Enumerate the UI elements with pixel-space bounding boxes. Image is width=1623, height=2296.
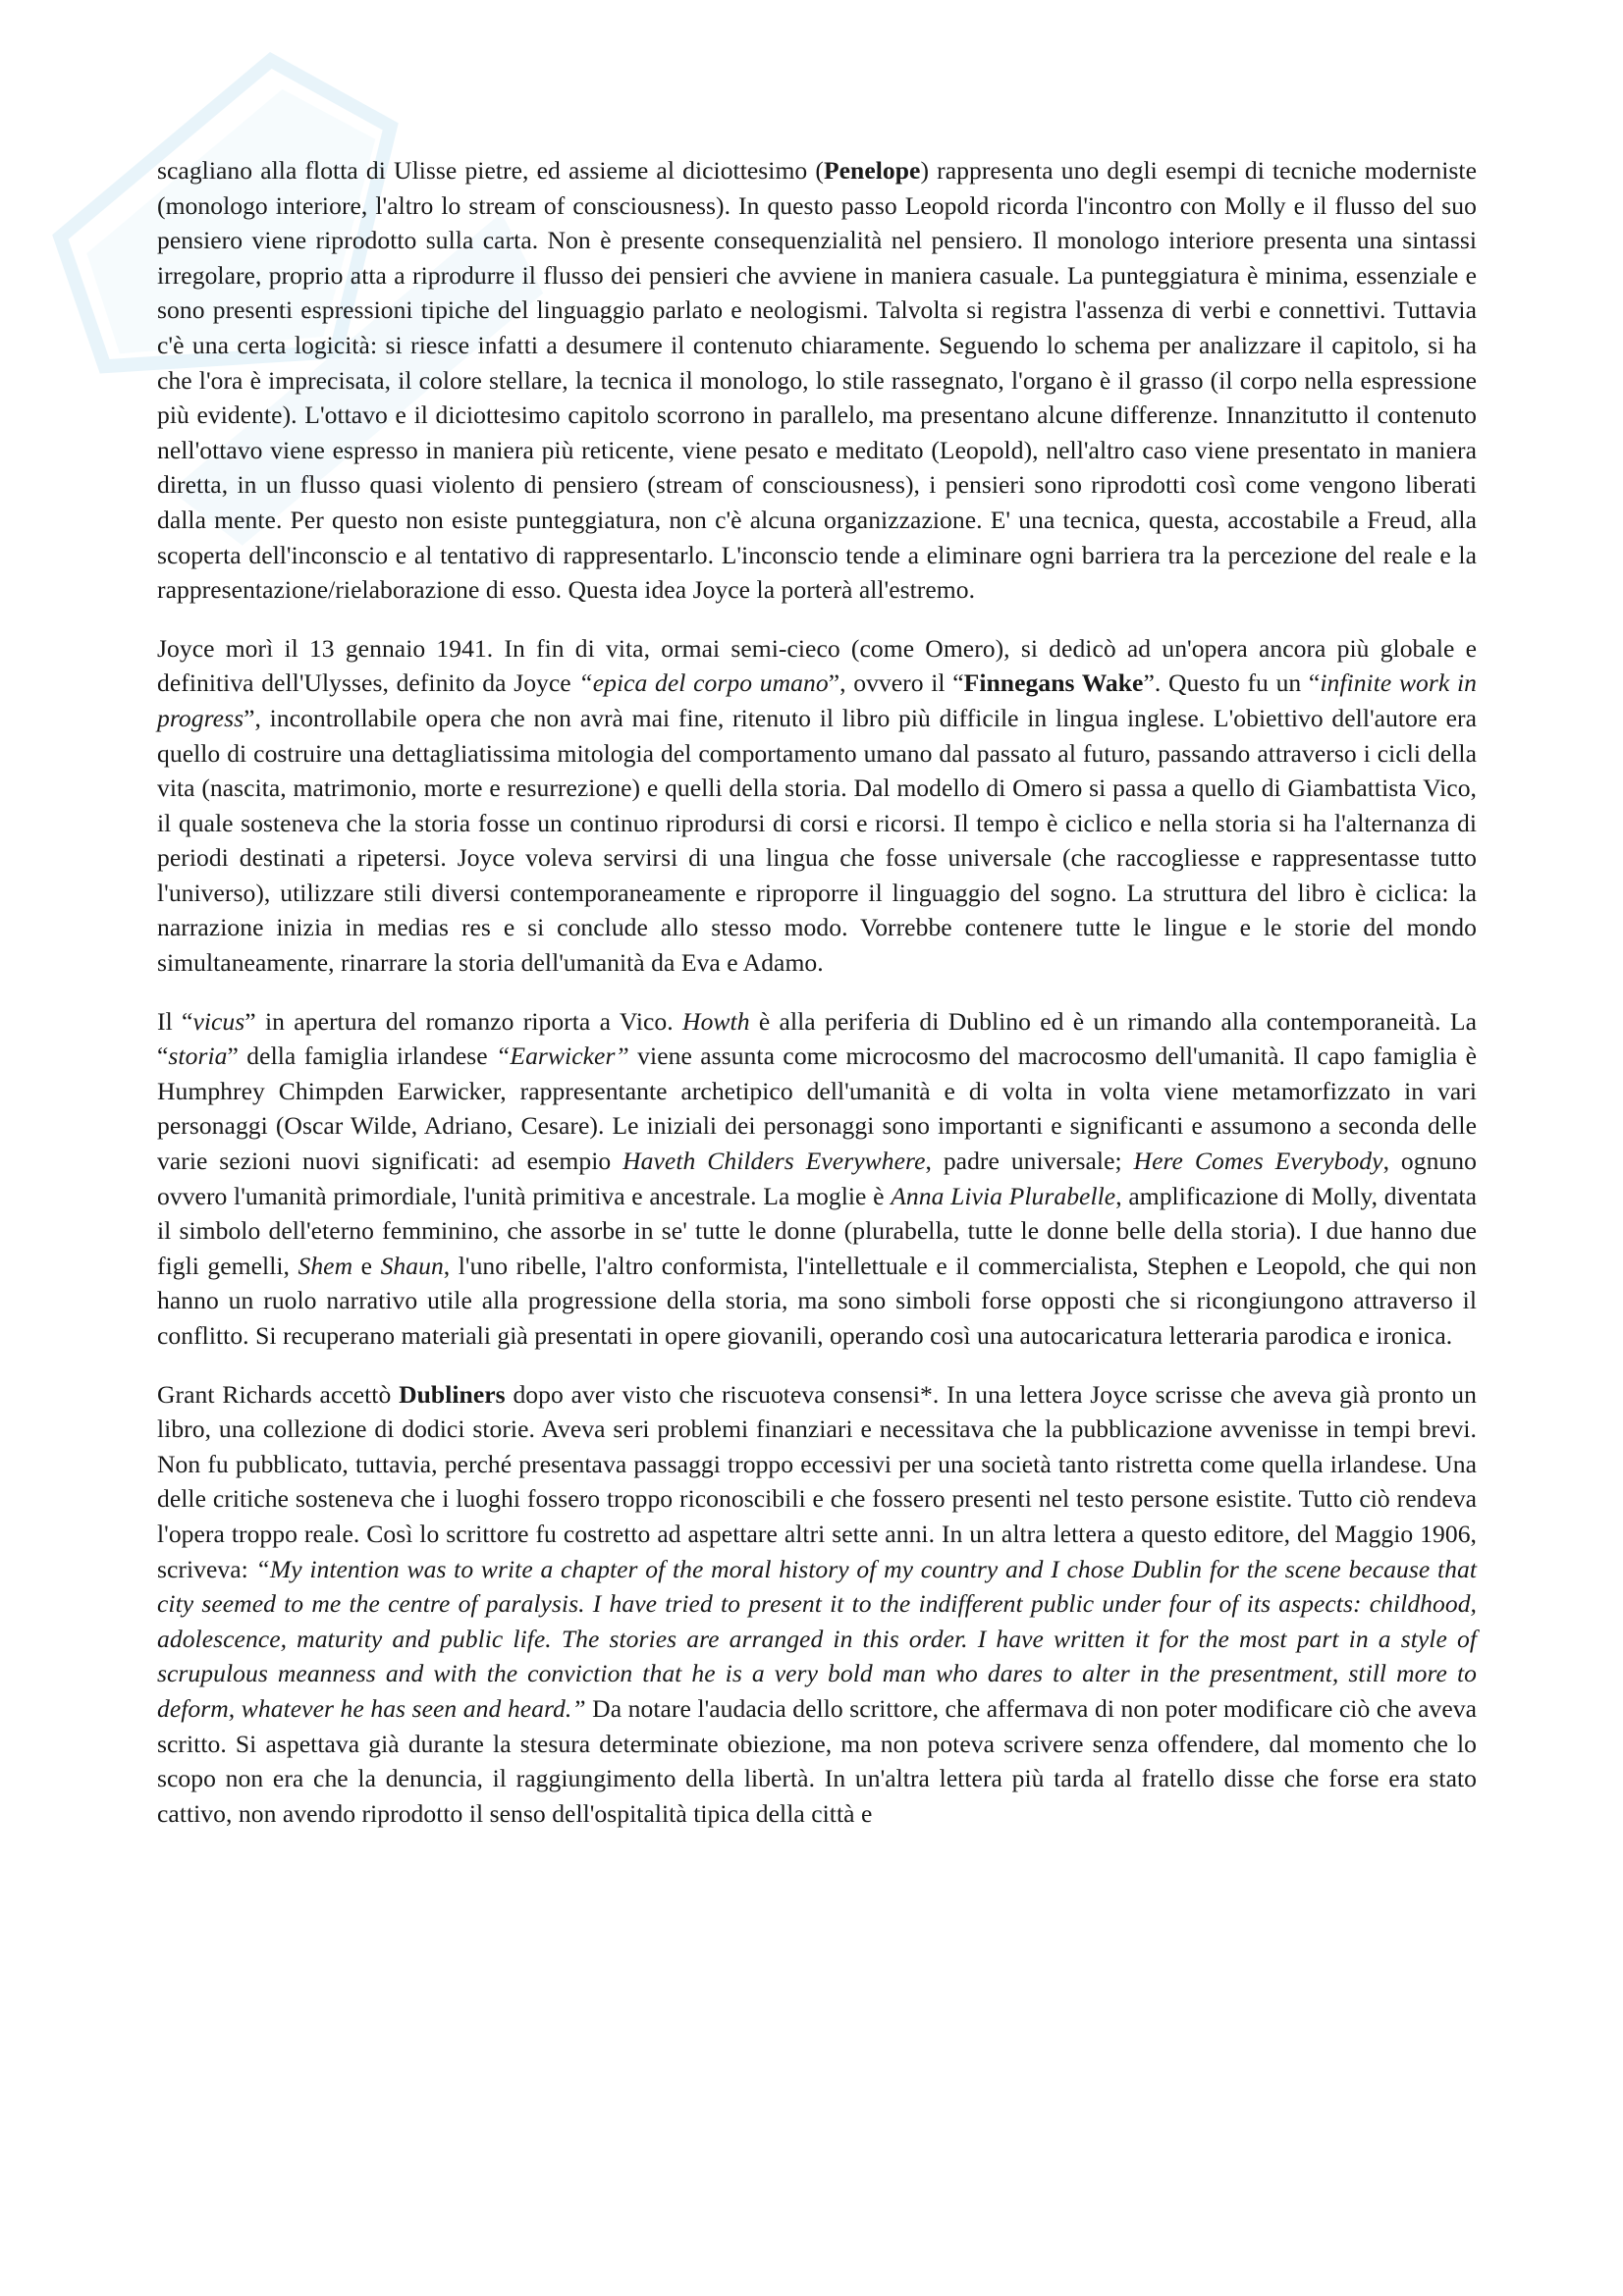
italic-run: Howth [682,1006,750,1036]
italic-run: Here Comes Everybody [1133,1147,1383,1176]
text-run: , l'uno ribelle, l'altro conformista, l'intellettuale e il commercialista, Stephen e Leopold, che qui non hanno un ruolo narrativo utile alla progressione della storia, ma sono simboli forse opposti che si ricongiungono attraverso il conflitto. Si recuperano materiali già presentati in opere giovanili, operando così una autocaricatura letteraria parodica e ironica. [157,1251,1477,1350]
italic-run: vicus [192,1006,245,1036]
paragraph-1 [157,153,1477,608]
text-run: Da notare l'audacia dello scrittore, che affermava di non poter modificare ciò che aveva scritto. Si aspettava già durante la stesura determinate obiezione, ma non poteva scrivere senza offendere, dal momento che lo scopo non era che la denuncia, il raggiungimento della libertà. In un'altra lettera più tarda al fratello disse che forse era stato cattivo, non avendo riprodotto il senso dell'ospitalità tipica della città e [157,1693,1477,1828]
text-run: , ognuno ovvero l'umanità primordiale, l'unità primitiva e ancestrale. La moglie è [157,1147,1477,1210]
document-body [157,153,1477,1854]
text-run: ” in apertura del romanzo riporta a Vico. [244,1006,683,1036]
italic-run: infinite work in progress [157,668,1478,732]
text-run: Grant Richards accettò [157,1379,400,1409]
italic-run: Haveth Childers Everywhere [622,1147,926,1176]
text-run: ”, ovvero il “ [828,668,964,698]
text-run: ) rappresenta uno degli esempi di tecniche moderniste (monologo interiore, l'altro lo stream of consciousness). In questo passo Leopold ricorda l'incontro con Molly e il flusso del suo pensiero viene riprodotto sulla carta. Non è presente consequenzialità nel pensiero. Il monologo interiore presenta una sintassi irregolare, proprio atta a riprodurre il flusso dei pensieri che avviene in maniera casuale. La punteggiatura è minima, essenziale e sono presenti espressioni tipiche del linguaggio parlato e neologismi. Talvolta si registra l'assenza di verbi e connettivi. Tuttavia c'è una certa logicità: si riesce infatti a desumere il contenuto chiaramente. Seguendo lo schema per analizzare il capitolo, si ha che l'ora è imprecisata, il colore stellare, la tecnica il monologo, lo stile rassegnato, l'organo è il grasso (il corpo nella espressione più evidente). L'ottavo e il diciottesimo capitolo scorrono in parallelo, ma presentano alcune differenze. Innanzitutto il contenuto nell'ottavo viene espresso in maniera più reticente, viene pesato e meditato (Leopold), nell'altro caso viene presentato in maniera diretta, in un flusso quasi violento di pensiero (stream of consciousness), i pensieri sono riprodotti così come vengono liberati dalla mente. Per questo non esiste punteggiatura, non c'è alcuna organizzazione. E' una tecnica, questa, accostabile a Freud, alla scoperta dell'inconscio e al tentativo di rappresentarlo. L'inconscio tende a eliminare ogni barriera tra la percezione del reale e la rappresentazione/rielaborazione di esso. Questa idea Joyce la porterà all'estremo. [157,156,1477,605]
italic-run: “Earwicker” [496,1041,629,1071]
text-run: ”. Questo fu un “ [1143,668,1321,698]
paragraph-2 [157,631,1477,981]
text-run: , padre universale; [925,1147,1134,1176]
text-run: è alla periferia di Dublino ed è un rimando alla contemporaneità. La “ [157,1006,1478,1071]
text-run: ”, incontrollabile opera che non avrà mai fine, ritenuto il libro più difficile in lingua inglese. L'obiettivo dell'autore era quello di costruire una dettagliatissima mitologia del comportamento umano dal passato al futuro, passando attraverso i cicli della vita (nascita, matrimonio, morte e resurrezione) e quelli della storia. Dal modello di Omero si passa a quello di Giambattista Vico, il quale sosteneva che la storia fosse un continuo riprodursi di corsi e ricorsi. Il tempo è ciclico e nella storia si ha l'alternanza di periodi destinati a ripetersi. Joyce voleva servirsi di una lingua che fosse universale (che raccogliesse e rappresentasse tutto l'universo), utilizzare stili diversi contemporaneamente e riproporre il linguaggio del sogno. La struttura del libro è ciclica: la narrazione inizia in medias res e si conclude allo stesso modo. Vorrebbe contenere tutte le lingue e le storie del mondo simultaneamente, rinarrare la storia dell'umanità da Eva e Adamo. [157,703,1477,978]
text-run: Il “ [157,1006,193,1036]
paragraph-3 [157,1004,1477,1354]
italic-run: Shaun [380,1251,444,1280]
text-run: , amplificazione di Molly, diventata il simbolo dell'eterno femminino, che assorbe in se' tutte le donne (plurabella, tutte le donne belle della storia). I due hanno due figli gemelli, [157,1181,1477,1280]
text-run: scagliano alla flotta di Ulisse pietre, ed assieme al diciottesimo ( [157,156,824,185]
bold-run: Finnegans Wake [963,668,1144,698]
text-run: e [352,1251,381,1280]
bold-run: Dubliners [399,1379,506,1409]
text-run: ” della famiglia irlandese [227,1041,497,1071]
text-run: dopo aver visto che riscuoteva consensi*. In una lettera Joyce scrisse che aveva già pronto un libro, una collezione di dodici storie. Aveva seri problemi finanziari e necessitava che la pubblicazione avvenisse in tempi brevi. Non fu pubblicato, tuttavia, perché presentava passaggi troppo eccessivi per una società tanto ristretta come quella irlandese. Una delle critiche sosteneva che i luoghi fossero troppo riconoscibili e che fossero presenti nel testo persone esistite. Tutto ciò rendeva l'opera troppo reale. Così lo scrittore fu costretto ad aspettare altri sette anni. In un altra lettera a questo editore, del Maggio 1906, scriveva: [157,1379,1477,1583]
text-run: viene assunta come microcosmo del macrocosmo dell'umanità. Il capo famiglia è Humphrey Chimpden Earwicker, rappresentante archetipico dell'umanità e di volta in volta viene metamorfizzato in vari personaggi (Oscar Wilde, Adriano, Cesare). Le iniziali dei personaggi sono importanti e significanti e assumono a seconda delle varie sezioni nuovi significati: ad esempio [157,1041,1477,1176]
italic-run: Anna Livia Plurabelle [891,1181,1116,1210]
bold-run: Penelope [823,156,921,185]
italic-run: “My intention was to write a chapter of the moral history of my country and I chose Dublin for the scene because that city seemed to me the centre of paralysis. I have tried to present it to the indifferent public under four of its aspects: childhood, adolescence, maturity and public life. The stories are arranged in this order. I have written it for the most part in a style of scrupulous meanness and with the conviction that he is a very bold man who dares to alter in the presentment, still more to deform, whatever he has seen and heard.” [157,1554,1477,1723]
text-run: Joyce morì il 13 gennaio 1941. In fin di vita, ormai semi-cieco (come Omero), si dedicò ad un'opera ancora più globale e definitiva dell'Ulysses, definito da Joyce [157,633,1477,698]
italic-run: storia [168,1041,228,1071]
italic-run: “epica del corpo umano [578,668,829,698]
italic-run: Shem [298,1251,353,1280]
paragraph-4 [157,1377,1477,1832]
